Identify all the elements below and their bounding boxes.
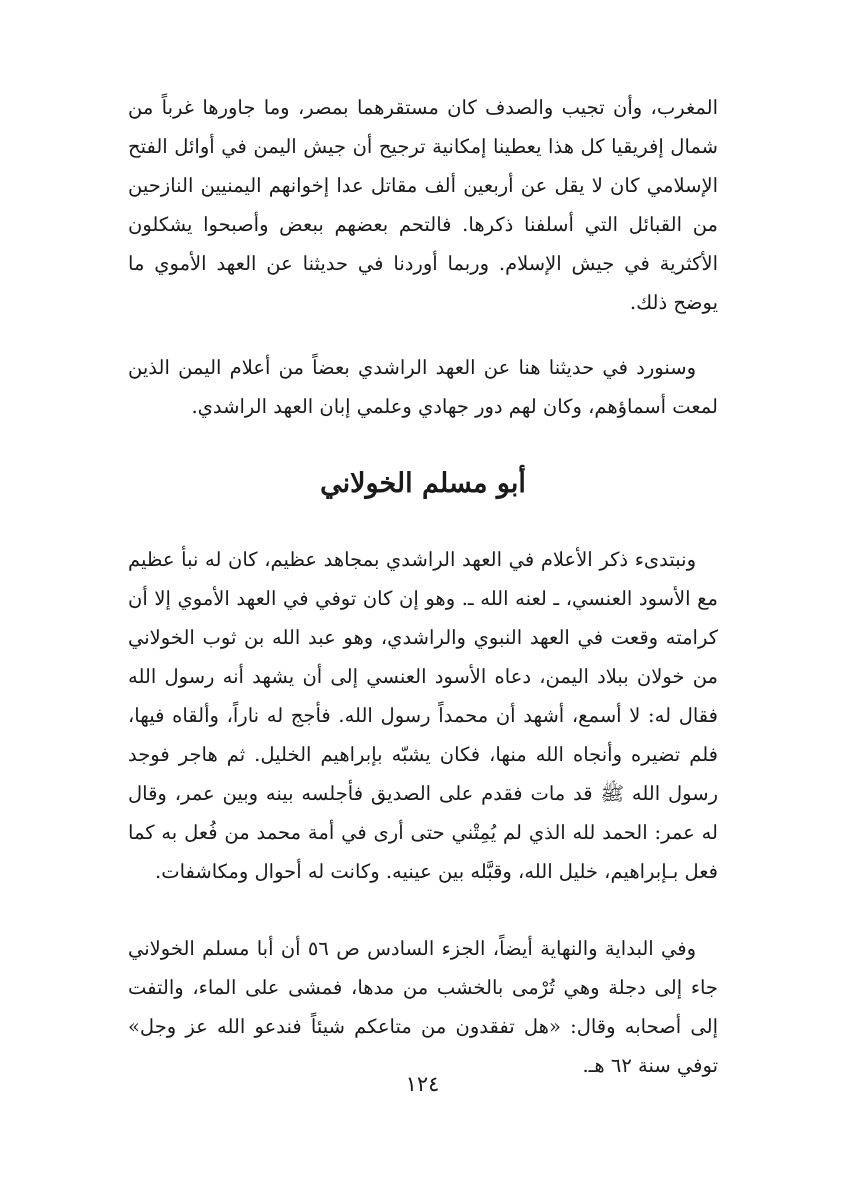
section-heading: أبو مسلم الخولاني <box>320 468 526 499</box>
paragraph-bidaya-nihaya: وفي البداية والنهاية أيضاً، الجزء السادس ص ٥٦ أن أبا مسلم الخولاني جاء إلى دجلة وهي تُرْمى بالخشب من مدها، فمشى على الماء، والتفت إلى أصحابه وقال: «هل تفقدون من متاعكم شيئاً فندعو الله عز وجل» توفي سنة ٦٢ هـ. <box>128 937 718 1077</box>
page-body <box>128 88 718 1085</box>
page-number: ١٢٤ <box>405 1072 440 1096</box>
paragraph-yemen-army: المغرب، وأن تجيب والصدف كان مستقرهما بمصر، وما جاورها غرباً من شمال إفريقيا كل هذا يعطينا إمكانية ترجيح أن جيش اليمن في أوائل الفتح الإسلامي كان لا يقل عن أربعين ألف مقاتل عدا إخوانهم اليمنيين النازحين من القبائل التي أسلفنا ذكرها. فالتحم بعضهم ببعض وأصبحوا يشكلون الأكثرية في جيش الإسلام. وربما أوردنا في حديثنا عن العهد الأموي ما يوضح ذلك. <box>128 96 718 314</box>
paragraph-rashidun-figures: وسنورد في حديثنا هنا عن العهد الراشدي بعضاً من أعلام اليمن الذين لمعت أسماؤهم، وكان لهم دور جهادي وعلمي إبان العهد الراشدي. <box>128 356 718 418</box>
paragraph-abu-muslim-story: ونبتدىء ذكر الأعلام في العهد الراشدي بمجاهد عظيم، كان له نبأ عظيم مع الأسود العنسي، ـ لعنه الله ـ. وهو إن كان توفي في العهد الأموي إلا أن كرامته وقعت في العهد النبوي والراشدي، وهو عبد الله بن ثوب الخولاني من خولان ببلاد اليمن، دعاه الأسود العنسي إلى أن يشهد أنه رسول الله فقال له: لا أسمع، أشهد أن محمداً رسول الله. فأجج له ناراً، وألقاه فيها، فلم تضيره وأنجاه الله منها، فكان يشبّه بإبراهيم الخليل. ثم هاجر فوجد رسول الله ﷺ قد مات فقدم على الصديق فأجلسه بينه وبين عمر، وقال له عمر: الحمد لله الذي لم يُمِتْني حتى أرى في أمة محمد من فُعل به كما فعل بـإبراهيم، خليل الله، وقبَّله بين عينيه. وكانت له أحوال ومكاشفات. <box>128 548 718 883</box>
